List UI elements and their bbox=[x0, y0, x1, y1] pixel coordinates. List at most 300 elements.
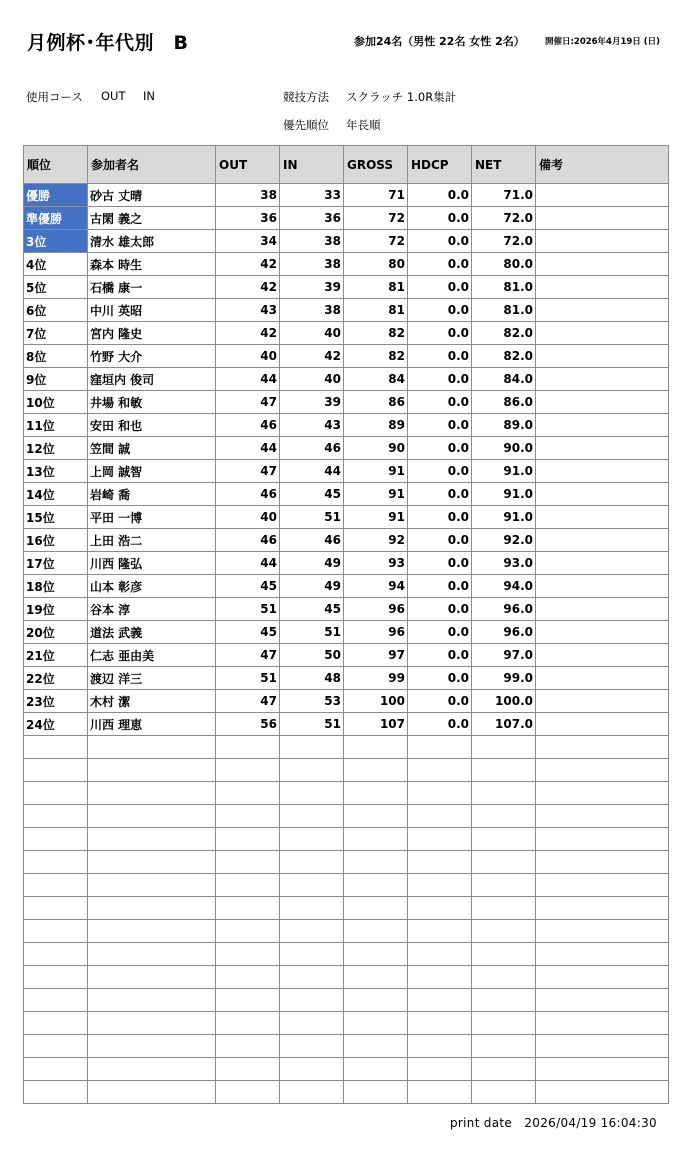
rank-cell: 18位 bbox=[24, 575, 88, 598]
empty-cell bbox=[24, 759, 88, 782]
in-score-cell: 49 bbox=[280, 552, 344, 575]
empty-cell bbox=[408, 989, 472, 1012]
note-cell bbox=[536, 644, 669, 667]
rank-cell: 19位 bbox=[24, 598, 88, 621]
empty-cell bbox=[536, 943, 669, 966]
table-row bbox=[24, 713, 669, 736]
table-row bbox=[24, 414, 669, 437]
empty-cell bbox=[216, 874, 280, 897]
empty-cell bbox=[88, 782, 216, 805]
gross-score-cell: 72 bbox=[344, 230, 408, 253]
empty-cell bbox=[280, 1058, 344, 1081]
empty-cell bbox=[216, 920, 280, 943]
table-row bbox=[24, 529, 669, 552]
player-name-cell: 木村 潔 bbox=[88, 690, 216, 713]
empty-row bbox=[24, 805, 669, 828]
in-score-cell: 46 bbox=[280, 529, 344, 552]
net-score-cell: 86.0 bbox=[472, 391, 536, 414]
net-score-cell: 89.0 bbox=[472, 414, 536, 437]
empty-row bbox=[24, 897, 669, 920]
hdcp-cell: 0.0 bbox=[408, 460, 472, 483]
empty-cell bbox=[88, 897, 216, 920]
gross-score-cell: 72 bbox=[344, 207, 408, 230]
table-row bbox=[24, 276, 669, 299]
hdcp-cell: 0.0 bbox=[408, 598, 472, 621]
net-score-cell: 96.0 bbox=[472, 621, 536, 644]
empty-row bbox=[24, 828, 669, 851]
out-score-cell: 44 bbox=[216, 437, 280, 460]
column-header-net: NET bbox=[472, 146, 536, 184]
empty-cell bbox=[408, 920, 472, 943]
empty-cell bbox=[216, 805, 280, 828]
course-out: OUT bbox=[101, 89, 126, 103]
column-header-rank: 順位 bbox=[24, 146, 88, 184]
hdcp-cell: 0.0 bbox=[408, 621, 472, 644]
in-score-cell: 44 bbox=[280, 460, 344, 483]
table-row bbox=[24, 552, 669, 575]
rank-cell: 21位 bbox=[24, 644, 88, 667]
player-name-cell: 谷本 淳 bbox=[88, 598, 216, 621]
empty-cell bbox=[88, 966, 216, 989]
hdcp-cell: 0.0 bbox=[408, 253, 472, 276]
gross-score-cell: 82 bbox=[344, 345, 408, 368]
out-score-cell: 40 bbox=[216, 506, 280, 529]
net-score-cell: 97.0 bbox=[472, 644, 536, 667]
out-score-cell: 36 bbox=[216, 207, 280, 230]
rank-cell: 15位 bbox=[24, 506, 88, 529]
in-score-cell: 49 bbox=[280, 575, 344, 598]
gross-score-cell: 96 bbox=[344, 621, 408, 644]
empty-row bbox=[24, 943, 669, 966]
rank-cell: 4位 bbox=[24, 253, 88, 276]
note-cell bbox=[536, 460, 669, 483]
empty-cell bbox=[408, 874, 472, 897]
empty-cell bbox=[280, 920, 344, 943]
empty-cell bbox=[472, 989, 536, 1012]
out-score-cell: 46 bbox=[216, 529, 280, 552]
gross-score-cell: 91 bbox=[344, 506, 408, 529]
empty-cell bbox=[344, 1081, 408, 1104]
empty-cell bbox=[472, 897, 536, 920]
empty-cell bbox=[24, 1035, 88, 1058]
net-score-cell: 96.0 bbox=[472, 598, 536, 621]
page-title: 月例杯･年代別 B bbox=[27, 32, 189, 54]
hdcp-cell: 0.0 bbox=[408, 414, 472, 437]
table-row bbox=[24, 483, 669, 506]
empty-cell bbox=[472, 782, 536, 805]
empty-cell bbox=[472, 805, 536, 828]
empty-cell bbox=[280, 1081, 344, 1104]
gross-score-cell: 81 bbox=[344, 276, 408, 299]
empty-row bbox=[24, 736, 669, 759]
empty-cell bbox=[280, 897, 344, 920]
out-score-cell: 42 bbox=[216, 276, 280, 299]
empty-cell bbox=[24, 943, 88, 966]
out-score-cell: 46 bbox=[216, 483, 280, 506]
empty-cell bbox=[536, 805, 669, 828]
player-name-cell: 山本 彰彦 bbox=[88, 575, 216, 598]
in-score-cell: 45 bbox=[280, 483, 344, 506]
empty-cell bbox=[344, 759, 408, 782]
empty-cell bbox=[24, 782, 88, 805]
empty-row bbox=[24, 759, 669, 782]
hdcp-cell: 0.0 bbox=[408, 230, 472, 253]
column-header-notes: 備考 bbox=[536, 146, 669, 184]
table-row bbox=[24, 667, 669, 690]
player-name-cell: 石橋 康一 bbox=[88, 276, 216, 299]
empty-cell bbox=[88, 1058, 216, 1081]
out-score-cell: 46 bbox=[216, 414, 280, 437]
empty-cell bbox=[408, 851, 472, 874]
gross-score-cell: 84 bbox=[344, 368, 408, 391]
empty-cell bbox=[536, 851, 669, 874]
empty-cell bbox=[216, 943, 280, 966]
column-header-in: IN bbox=[280, 146, 344, 184]
note-cell bbox=[536, 414, 669, 437]
empty-cell bbox=[24, 1081, 88, 1104]
hdcp-cell: 0.0 bbox=[408, 391, 472, 414]
hdcp-cell: 0.0 bbox=[408, 529, 472, 552]
empty-cell bbox=[280, 1035, 344, 1058]
empty-cell bbox=[472, 1081, 536, 1104]
priority-label: 優先順位 bbox=[283, 118, 329, 132]
empty-cell bbox=[88, 943, 216, 966]
player-name-cell: 渡辺 洋三 bbox=[88, 667, 216, 690]
hdcp-cell: 0.0 bbox=[408, 437, 472, 460]
empty-row bbox=[24, 851, 669, 874]
note-cell bbox=[536, 230, 669, 253]
empty-row bbox=[24, 966, 669, 989]
empty-cell bbox=[536, 782, 669, 805]
player-name-cell: 窪垣内 俊司 bbox=[88, 368, 216, 391]
empty-cell bbox=[216, 851, 280, 874]
table-row bbox=[24, 253, 669, 276]
empty-cell bbox=[24, 851, 88, 874]
gross-score-cell: 96 bbox=[344, 598, 408, 621]
net-score-cell: 91.0 bbox=[472, 460, 536, 483]
in-score-cell: 39 bbox=[280, 391, 344, 414]
empty-cell bbox=[536, 736, 669, 759]
net-score-cell: 91.0 bbox=[472, 483, 536, 506]
empty-cell bbox=[536, 920, 669, 943]
table-row bbox=[24, 184, 669, 207]
empty-cell bbox=[344, 920, 408, 943]
empty-cell bbox=[472, 874, 536, 897]
net-score-cell: 80.0 bbox=[472, 253, 536, 276]
gross-score-cell: 94 bbox=[344, 575, 408, 598]
gross-score-cell: 89 bbox=[344, 414, 408, 437]
note-cell bbox=[536, 598, 669, 621]
gross-score-cell: 82 bbox=[344, 322, 408, 345]
rank-cell: 5位 bbox=[24, 276, 88, 299]
net-score-cell: 82.0 bbox=[472, 345, 536, 368]
table-row bbox=[24, 506, 669, 529]
player-name-cell: 仁志 亜由美 bbox=[88, 644, 216, 667]
empty-cell bbox=[408, 759, 472, 782]
net-score-cell: 81.0 bbox=[472, 299, 536, 322]
empty-cell bbox=[344, 736, 408, 759]
note-cell bbox=[536, 506, 669, 529]
hdcp-cell: 0.0 bbox=[408, 276, 472, 299]
note-cell bbox=[536, 667, 669, 690]
results-body bbox=[24, 184, 669, 1104]
empty-cell bbox=[472, 759, 536, 782]
table-row bbox=[24, 299, 669, 322]
out-score-cell: 51 bbox=[216, 667, 280, 690]
empty-cell bbox=[280, 759, 344, 782]
out-score-cell: 56 bbox=[216, 713, 280, 736]
empty-cell bbox=[216, 1058, 280, 1081]
note-cell bbox=[536, 322, 669, 345]
rank-cell: 24位 bbox=[24, 713, 88, 736]
in-score-cell: 46 bbox=[280, 437, 344, 460]
empty-cell bbox=[536, 1012, 669, 1035]
gross-score-cell: 92 bbox=[344, 529, 408, 552]
empty-row bbox=[24, 874, 669, 897]
empty-cell bbox=[216, 897, 280, 920]
in-score-cell: 36 bbox=[280, 207, 344, 230]
table-row bbox=[24, 391, 669, 414]
empty-cell bbox=[536, 989, 669, 1012]
gross-score-cell: 91 bbox=[344, 483, 408, 506]
net-score-cell: 72.0 bbox=[472, 230, 536, 253]
table-row bbox=[24, 207, 669, 230]
rank-cell: 13位 bbox=[24, 460, 88, 483]
note-cell bbox=[536, 552, 669, 575]
column-header-gross: GROSS bbox=[344, 146, 408, 184]
table-row bbox=[24, 598, 669, 621]
hdcp-cell: 0.0 bbox=[408, 345, 472, 368]
rank-cell: 優勝 bbox=[24, 184, 88, 207]
note-cell bbox=[536, 575, 669, 598]
net-score-cell: 71.0 bbox=[472, 184, 536, 207]
in-score-cell: 50 bbox=[280, 644, 344, 667]
empty-cell bbox=[216, 1035, 280, 1058]
rank-cell: 20位 bbox=[24, 621, 88, 644]
empty-cell bbox=[344, 966, 408, 989]
out-score-cell: 47 bbox=[216, 644, 280, 667]
empty-cell bbox=[280, 828, 344, 851]
player-name-cell: 川西 隆弘 bbox=[88, 552, 216, 575]
in-score-cell: 40 bbox=[280, 368, 344, 391]
empty-cell bbox=[472, 966, 536, 989]
empty-cell bbox=[88, 920, 216, 943]
in-score-cell: 33 bbox=[280, 184, 344, 207]
empty-cell bbox=[344, 943, 408, 966]
empty-cell bbox=[88, 1081, 216, 1104]
column-header-out: OUT bbox=[216, 146, 280, 184]
rank-cell: 7位 bbox=[24, 322, 88, 345]
column-header-name: 参加者名 bbox=[88, 146, 216, 184]
empty-row bbox=[24, 989, 669, 1012]
empty-cell bbox=[88, 736, 216, 759]
empty-cell bbox=[472, 1012, 536, 1035]
gross-score-cell: 99 bbox=[344, 667, 408, 690]
empty-cell bbox=[408, 1012, 472, 1035]
empty-cell bbox=[280, 989, 344, 1012]
rank-cell: 9位 bbox=[24, 368, 88, 391]
gross-score-cell: 71 bbox=[344, 184, 408, 207]
print-date: print date 2026/04/19 16:04:30 bbox=[450, 1116, 657, 1130]
empty-cell bbox=[344, 828, 408, 851]
empty-cell bbox=[216, 759, 280, 782]
net-score-cell: 91.0 bbox=[472, 506, 536, 529]
in-score-cell: 48 bbox=[280, 667, 344, 690]
empty-cell bbox=[24, 828, 88, 851]
net-score-cell: 93.0 bbox=[472, 552, 536, 575]
empty-cell bbox=[88, 759, 216, 782]
empty-cell bbox=[472, 1035, 536, 1058]
empty-row bbox=[24, 1035, 669, 1058]
gross-score-cell: 90 bbox=[344, 437, 408, 460]
net-score-cell: 99.0 bbox=[472, 667, 536, 690]
net-score-cell: 72.0 bbox=[472, 207, 536, 230]
table-row bbox=[24, 460, 669, 483]
empty-cell bbox=[216, 1081, 280, 1104]
empty-cell bbox=[408, 1035, 472, 1058]
gross-score-cell: 86 bbox=[344, 391, 408, 414]
table-row bbox=[24, 322, 669, 345]
course-in: IN bbox=[143, 89, 155, 103]
net-score-cell: 84.0 bbox=[472, 368, 536, 391]
empty-cell bbox=[536, 1035, 669, 1058]
net-score-cell: 81.0 bbox=[472, 276, 536, 299]
hdcp-cell: 0.0 bbox=[408, 506, 472, 529]
note-cell bbox=[536, 207, 669, 230]
note-cell bbox=[536, 253, 669, 276]
empty-cell bbox=[344, 1058, 408, 1081]
note-cell bbox=[536, 368, 669, 391]
gross-score-cell: 91 bbox=[344, 460, 408, 483]
player-name-cell: 井場 和敏 bbox=[88, 391, 216, 414]
player-name-cell: 砂古 丈晴 bbox=[88, 184, 216, 207]
course-label: 使用コース bbox=[26, 90, 83, 104]
rank-cell: 22位 bbox=[24, 667, 88, 690]
empty-cell bbox=[88, 1012, 216, 1035]
empty-cell bbox=[408, 828, 472, 851]
rank-cell: 17位 bbox=[24, 552, 88, 575]
in-score-cell: 39 bbox=[280, 276, 344, 299]
empty-row bbox=[24, 1012, 669, 1035]
player-name-cell: 宮内 隆史 bbox=[88, 322, 216, 345]
player-name-cell: 岩崎 喬 bbox=[88, 483, 216, 506]
in-score-cell: 51 bbox=[280, 621, 344, 644]
empty-cell bbox=[408, 1058, 472, 1081]
empty-cell bbox=[408, 1081, 472, 1104]
in-score-cell: 38 bbox=[280, 299, 344, 322]
hdcp-cell: 0.0 bbox=[408, 483, 472, 506]
empty-cell bbox=[216, 989, 280, 1012]
in-score-cell: 53 bbox=[280, 690, 344, 713]
hdcp-cell: 0.0 bbox=[408, 690, 472, 713]
gross-score-cell: 93 bbox=[344, 552, 408, 575]
empty-cell bbox=[408, 736, 472, 759]
in-score-cell: 42 bbox=[280, 345, 344, 368]
empty-cell bbox=[24, 920, 88, 943]
hdcp-cell: 0.0 bbox=[408, 552, 472, 575]
hdcp-cell: 0.0 bbox=[408, 322, 472, 345]
note-cell bbox=[536, 483, 669, 506]
note-cell bbox=[536, 184, 669, 207]
empty-cell bbox=[536, 897, 669, 920]
out-score-cell: 42 bbox=[216, 322, 280, 345]
rank-cell: 3位 bbox=[24, 230, 88, 253]
empty-cell bbox=[344, 1012, 408, 1035]
empty-cell bbox=[408, 897, 472, 920]
player-name-cell: 森本 時生 bbox=[88, 253, 216, 276]
note-cell bbox=[536, 690, 669, 713]
empty-cell bbox=[344, 851, 408, 874]
empty-cell bbox=[280, 874, 344, 897]
empty-cell bbox=[344, 805, 408, 828]
empty-cell bbox=[280, 736, 344, 759]
rank-cell: 14位 bbox=[24, 483, 88, 506]
empty-cell bbox=[216, 828, 280, 851]
hdcp-cell: 0.0 bbox=[408, 184, 472, 207]
empty-cell bbox=[344, 874, 408, 897]
empty-cell bbox=[280, 782, 344, 805]
gross-score-cell: 81 bbox=[344, 299, 408, 322]
hdcp-cell: 0.0 bbox=[408, 299, 472, 322]
empty-cell bbox=[408, 782, 472, 805]
note-cell bbox=[536, 276, 669, 299]
empty-cell bbox=[408, 943, 472, 966]
player-name-cell: 上岡 誠智 bbox=[88, 460, 216, 483]
empty-cell bbox=[280, 1012, 344, 1035]
hdcp-cell: 0.0 bbox=[408, 207, 472, 230]
empty-cell bbox=[472, 943, 536, 966]
note-cell bbox=[536, 391, 669, 414]
out-score-cell: 44 bbox=[216, 368, 280, 391]
note-cell bbox=[536, 345, 669, 368]
note-cell bbox=[536, 529, 669, 552]
empty-cell bbox=[536, 1058, 669, 1081]
rank-cell: 11位 bbox=[24, 414, 88, 437]
out-score-cell: 44 bbox=[216, 552, 280, 575]
empty-cell bbox=[344, 897, 408, 920]
out-score-cell: 40 bbox=[216, 345, 280, 368]
player-name-cell: 竹野 大介 bbox=[88, 345, 216, 368]
note-cell bbox=[536, 299, 669, 322]
empty-cell bbox=[24, 805, 88, 828]
event-date: 開催日:2026年4月19日 (日) bbox=[545, 37, 661, 47]
hdcp-cell: 0.0 bbox=[408, 713, 472, 736]
table-row bbox=[24, 621, 669, 644]
empty-cell bbox=[536, 1081, 669, 1104]
net-score-cell: 90.0 bbox=[472, 437, 536, 460]
out-score-cell: 45 bbox=[216, 575, 280, 598]
empty-cell bbox=[344, 989, 408, 1012]
rank-cell: 12位 bbox=[24, 437, 88, 460]
player-name-cell: 古閑 義之 bbox=[88, 207, 216, 230]
method-label: 競技方法 bbox=[283, 90, 329, 104]
empty-cell bbox=[536, 759, 669, 782]
player-name-cell: 安田 和也 bbox=[88, 414, 216, 437]
table-row bbox=[24, 575, 669, 598]
empty-cell bbox=[24, 966, 88, 989]
empty-cell bbox=[344, 1035, 408, 1058]
empty-row bbox=[24, 782, 669, 805]
gross-score-cell: 97 bbox=[344, 644, 408, 667]
table-row bbox=[24, 368, 669, 391]
empty-cell bbox=[216, 966, 280, 989]
empty-cell bbox=[24, 874, 88, 897]
in-score-cell: 51 bbox=[280, 713, 344, 736]
hdcp-cell: 0.0 bbox=[408, 368, 472, 391]
empty-row bbox=[24, 920, 669, 943]
out-score-cell: 42 bbox=[216, 253, 280, 276]
player-name-cell: 川西 理恵 bbox=[88, 713, 216, 736]
